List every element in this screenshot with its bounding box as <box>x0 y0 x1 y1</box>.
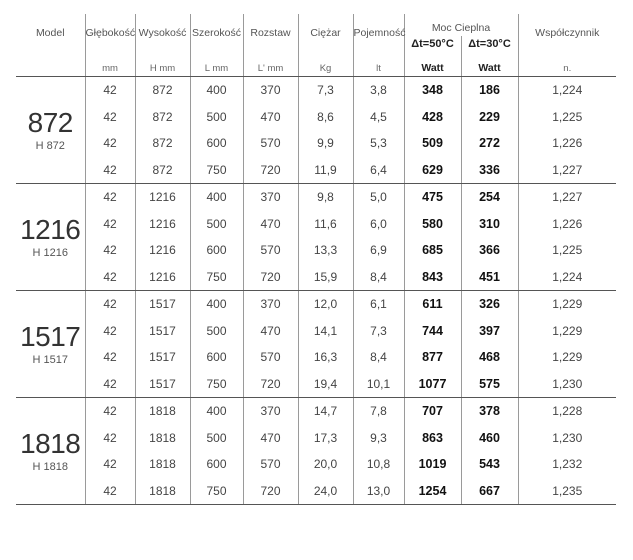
model-cell <box>16 184 85 291</box>
cell-spacing: 370 <box>243 77 298 104</box>
cell-spacing: 470 <box>243 425 298 452</box>
cell-dt50: 744 <box>404 318 461 345</box>
cell-depth: 42 <box>85 104 135 131</box>
cell-coefficient: 1,232 <box>518 451 616 478</box>
header-depth: Głębokość <box>85 14 135 52</box>
header-width: Szerokość <box>190 14 243 52</box>
cell-weight: 8,6 <box>298 104 353 131</box>
cell-depth: 42 <box>85 157 135 184</box>
cell-dt30: 378 <box>461 398 518 425</box>
cell-capacity: 4,5 <box>353 104 404 131</box>
cell-height: 1216 <box>135 211 190 238</box>
table-row <box>16 104 616 131</box>
unit-dt30: Watt <box>461 52 518 77</box>
cell-weight: 17,3 <box>298 425 353 452</box>
table-row <box>16 291 616 318</box>
table-row <box>16 344 616 371</box>
cell-height: 1216 <box>135 237 190 264</box>
cell-depth: 42 <box>85 344 135 371</box>
cell-depth: 42 <box>85 237 135 264</box>
cell-spacing: 470 <box>243 104 298 131</box>
model-cell <box>16 398 85 505</box>
model-number: 1517 <box>20 321 81 352</box>
cell-dt30: 468 <box>461 344 518 371</box>
cell-spacing: 720 <box>243 264 298 291</box>
cell-depth: 42 <box>85 130 135 157</box>
cell-depth: 42 <box>85 371 135 398</box>
cell-capacity: 6,0 <box>353 211 404 238</box>
cell-width: 400 <box>190 184 243 211</box>
model-cell <box>16 291 85 398</box>
cell-dt30: 366 <box>461 237 518 264</box>
cell-dt30: 397 <box>461 318 518 345</box>
cell-dt30: 272 <box>461 130 518 157</box>
cell-width: 750 <box>190 264 243 291</box>
cell-dt50: 863 <box>404 425 461 452</box>
cell-capacity: 3,8 <box>353 77 404 104</box>
cell-coefficient: 1,225 <box>518 104 616 131</box>
cell-width: 500 <box>190 104 243 131</box>
unit-depth: mm <box>85 52 135 77</box>
cell-dt30: 186 <box>461 77 518 104</box>
cell-dt30: 543 <box>461 451 518 478</box>
cell-coefficient: 1,227 <box>518 157 616 184</box>
cell-capacity: 7,3 <box>353 318 404 345</box>
unit-width: L mm <box>190 52 243 77</box>
cell-capacity: 9,3 <box>353 425 404 452</box>
table-row <box>16 425 616 452</box>
model-height-label: H 1517 <box>32 354 68 366</box>
table-row <box>16 318 616 345</box>
header-heat-output: Moc Cieplna <box>404 14 518 36</box>
header-spacing: Rozstaw <box>243 14 298 52</box>
cell-depth: 42 <box>85 398 135 425</box>
cell-coefficient: 1,228 <box>518 398 616 425</box>
cell-depth: 42 <box>85 425 135 452</box>
cell-weight: 24,0 <box>298 478 353 505</box>
table-row <box>16 157 616 184</box>
cell-height: 1818 <box>135 425 190 452</box>
table-row <box>16 398 616 425</box>
table-row <box>16 237 616 264</box>
model-number: 1818 <box>20 428 81 459</box>
cell-width: 750 <box>190 371 243 398</box>
cell-width: 600 <box>190 344 243 371</box>
cell-capacity: 8,4 <box>353 344 404 371</box>
cell-coefficient: 1,229 <box>518 318 616 345</box>
cell-coefficient: 1,229 <box>518 291 616 318</box>
cell-capacity: 10,1 <box>353 371 404 398</box>
cell-height: 1517 <box>135 291 190 318</box>
cell-weight: 9,9 <box>298 130 353 157</box>
unit-spacing: L' mm <box>243 52 298 77</box>
cell-dt30: 326 <box>461 291 518 318</box>
cell-weight: 15,9 <box>298 264 353 291</box>
cell-weight: 11,6 <box>298 211 353 238</box>
cell-width: 400 <box>190 77 243 104</box>
header-weight: Ciężar <box>298 14 353 52</box>
cell-dt50: 475 <box>404 184 461 211</box>
table-row <box>16 211 616 238</box>
cell-width: 500 <box>190 211 243 238</box>
table-row <box>16 451 616 478</box>
cell-dt50: 580 <box>404 211 461 238</box>
cell-height: 1517 <box>135 371 190 398</box>
cell-height: 872 <box>135 77 190 104</box>
cell-weight: 12,0 <box>298 291 353 318</box>
cell-height: 1216 <box>135 264 190 291</box>
cell-dt30: 336 <box>461 157 518 184</box>
cell-height: 1818 <box>135 398 190 425</box>
cell-capacity: 6,4 <box>353 157 404 184</box>
cell-coefficient: 1,224 <box>518 77 616 104</box>
cell-height: 1517 <box>135 344 190 371</box>
cell-height: 1216 <box>135 184 190 211</box>
cell-depth: 42 <box>85 184 135 211</box>
cell-weight: 9,8 <box>298 184 353 211</box>
cell-spacing: 720 <box>243 157 298 184</box>
cell-dt50: 707 <box>404 398 461 425</box>
cell-depth: 42 <box>85 264 135 291</box>
cell-weight: 14,7 <box>298 398 353 425</box>
cell-width: 750 <box>190 157 243 184</box>
model-cell <box>16 77 85 184</box>
header-model: Model <box>35 27 65 39</box>
cell-capacity: 13,0 <box>353 478 404 505</box>
cell-capacity: 5,3 <box>353 130 404 157</box>
cell-spacing: 570 <box>243 344 298 371</box>
unit-coefficient: n. <box>518 52 616 77</box>
cell-dt30: 254 <box>461 184 518 211</box>
cell-spacing: 370 <box>243 184 298 211</box>
cell-capacity: 5,0 <box>353 184 404 211</box>
unit-dt50: Watt <box>404 52 461 77</box>
cell-dt50: 348 <box>404 77 461 104</box>
cell-dt50: 1254 <box>404 478 461 505</box>
cell-coefficient: 1,227 <box>518 184 616 211</box>
cell-dt30: 575 <box>461 371 518 398</box>
cell-depth: 42 <box>85 318 135 345</box>
unit-weight: Kg <box>298 52 353 77</box>
cell-dt30: 451 <box>461 264 518 291</box>
cell-capacity: 8,4 <box>353 264 404 291</box>
header-coefficient: Współczynnik <box>518 14 616 52</box>
cell-height: 1517 <box>135 318 190 345</box>
header-dt50: Δt=50°C <box>404 36 461 52</box>
cell-width: 600 <box>190 130 243 157</box>
table-row <box>16 77 616 104</box>
cell-coefficient: 1,229 <box>518 344 616 371</box>
cell-depth: 42 <box>85 77 135 104</box>
unit-height: H mm <box>135 52 190 77</box>
cell-dt50: 877 <box>404 344 461 371</box>
cell-weight: 16,3 <box>298 344 353 371</box>
cell-depth: 42 <box>85 478 135 505</box>
cell-capacity: 10,8 <box>353 451 404 478</box>
cell-spacing: 570 <box>243 130 298 157</box>
cell-height: 1818 <box>135 451 190 478</box>
unit-model <box>16 52 85 77</box>
header-capacity: Pojemność <box>353 14 404 52</box>
unit-capacity: lt <box>353 52 404 77</box>
cell-spacing: 470 <box>243 318 298 345</box>
cell-height: 872 <box>135 104 190 131</box>
cell-width: 500 <box>190 318 243 345</box>
radiator-spec-table <box>16 14 616 505</box>
header-dt30: Δt=30°C <box>461 36 518 52</box>
cell-spacing: 720 <box>243 478 298 505</box>
cell-dt50: 843 <box>404 264 461 291</box>
cell-dt30: 229 <box>461 104 518 131</box>
cell-dt50: 509 <box>404 130 461 157</box>
table-row <box>16 130 616 157</box>
model-height-label: H 872 <box>35 140 65 152</box>
cell-coefficient: 1,224 <box>518 264 616 291</box>
cell-capacity: 7,8 <box>353 398 404 425</box>
model-number: 872 <box>27 107 73 138</box>
cell-weight: 20,0 <box>298 451 353 478</box>
cell-coefficient: 1,235 <box>518 478 616 505</box>
cell-width: 600 <box>190 451 243 478</box>
cell-coefficient: 1,230 <box>518 425 616 452</box>
cell-capacity: 6,1 <box>353 291 404 318</box>
cell-spacing: 370 <box>243 291 298 318</box>
cell-depth: 42 <box>85 451 135 478</box>
cell-height: 872 <box>135 157 190 184</box>
cell-width: 400 <box>190 291 243 318</box>
table-row <box>16 478 616 505</box>
cell-coefficient: 1,230 <box>518 371 616 398</box>
cell-dt30: 460 <box>461 425 518 452</box>
cell-height: 1818 <box>135 478 190 505</box>
cell-weight: 19,4 <box>298 371 353 398</box>
cell-coefficient: 1,226 <box>518 130 616 157</box>
header-height: Wysokość <box>135 14 190 52</box>
cell-weight: 14,1 <box>298 318 353 345</box>
cell-spacing: 570 <box>243 451 298 478</box>
cell-dt50: 611 <box>404 291 461 318</box>
cell-coefficient: 1,225 <box>518 237 616 264</box>
cell-spacing: 370 <box>243 398 298 425</box>
cell-dt50: 428 <box>404 104 461 131</box>
table-row <box>16 264 616 291</box>
cell-depth: 42 <box>85 211 135 238</box>
cell-depth: 42 <box>85 291 135 318</box>
cell-dt30: 310 <box>461 211 518 238</box>
cell-width: 500 <box>190 425 243 452</box>
cell-dt50: 1019 <box>404 451 461 478</box>
model-height-label: H 1216 <box>32 247 68 259</box>
cell-weight: 11,9 <box>298 157 353 184</box>
table-row <box>16 184 616 211</box>
cell-width: 400 <box>190 398 243 425</box>
model-height-label: H 1818 <box>32 461 68 473</box>
cell-weight: 13,3 <box>298 237 353 264</box>
cell-width: 750 <box>190 478 243 505</box>
cell-height: 872 <box>135 130 190 157</box>
cell-dt50: 629 <box>404 157 461 184</box>
cell-dt50: 1077 <box>404 371 461 398</box>
cell-spacing: 720 <box>243 371 298 398</box>
cell-coefficient: 1,226 <box>518 211 616 238</box>
model-number: 1216 <box>20 214 81 245</box>
cell-capacity: 6,9 <box>353 237 404 264</box>
cell-weight: 7,3 <box>298 77 353 104</box>
cell-spacing: 570 <box>243 237 298 264</box>
cell-dt50: 685 <box>404 237 461 264</box>
cell-width: 600 <box>190 237 243 264</box>
cell-spacing: 470 <box>243 211 298 238</box>
table-row <box>16 371 616 398</box>
cell-dt30: 667 <box>461 478 518 505</box>
